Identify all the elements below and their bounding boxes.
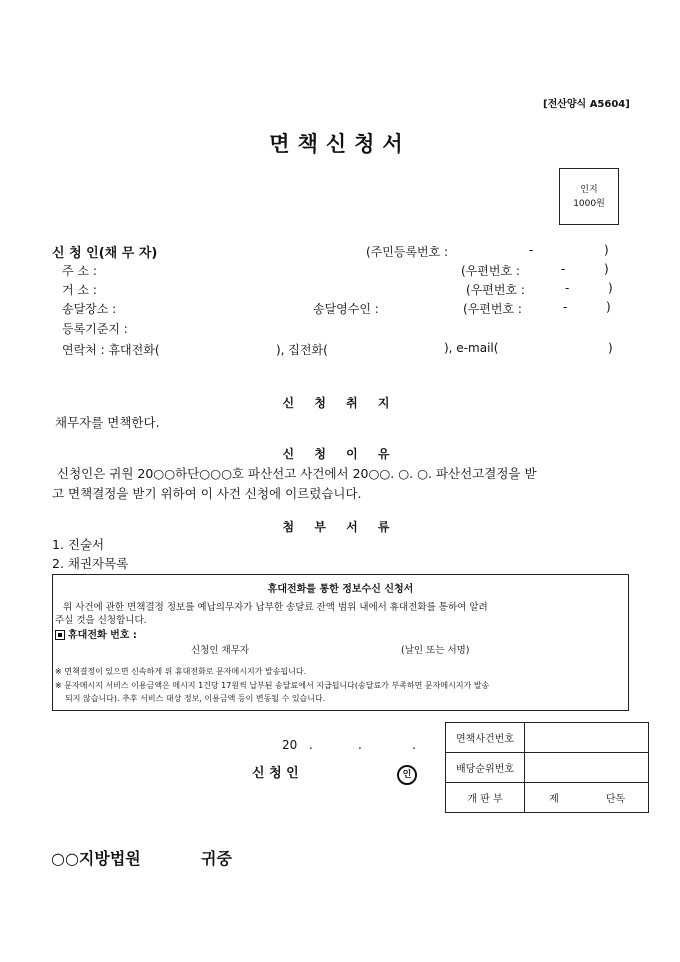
email-close: ) xyxy=(608,341,613,355)
delivery-postal-label: (우편번호 : xyxy=(463,302,522,316)
date-separator: . xyxy=(412,738,416,752)
seal-icon: 인 xyxy=(397,765,417,785)
table-row xyxy=(446,723,649,753)
sms-applicant-line: 신청인 채무자 xyxy=(191,645,250,656)
residence-postal-label: (우편번호 : xyxy=(466,283,525,297)
purpose-text: 채무자를 면책한다. xyxy=(55,415,160,430)
resident-number-label: (주민등록번호 : xyxy=(366,245,449,259)
court-name: ○○지방법원 xyxy=(51,849,141,868)
case-number-value xyxy=(525,723,649,753)
delivery-postal-close: ) xyxy=(606,300,611,314)
attachment-item: 2. 채권자목록 xyxy=(52,556,129,571)
division-suffix: 단독 xyxy=(583,783,649,813)
reason-text-line2: 고 면책결정을 받기 위하여 이 사건 신청에 이르렀습니다. xyxy=(52,486,362,501)
stamp-label: 인지 xyxy=(580,184,598,195)
sms-note-3: 되지 않습니다). 추후 서비스 대상 정보, 이용금액 등이 변동될 수 있습니다. xyxy=(65,694,326,703)
sms-note-1: ※ 면책결정이 있으면 신속하게 위 휴대전화로 문자메시지가 발송됩니다. xyxy=(55,667,307,676)
delivery-recipient-label: 송달영수인 : xyxy=(313,302,379,316)
court-division-label: 개 판 부 xyxy=(446,783,525,813)
sms-notice-text-line2: 주실 것을 신청합니다. xyxy=(55,615,147,626)
sms-notice-box xyxy=(52,574,629,711)
resident-number-close: ) xyxy=(604,243,609,257)
residence-postal-dash: - xyxy=(565,281,570,295)
date-separator: . xyxy=(309,738,313,752)
registered-domicile-label: 등록기준지 : xyxy=(62,322,128,336)
sms-note-2: ※ 문자메시지 서비스 이용금액은 메시지 1건당 17원씩 납부된 송달료에서 지급됩니다(송달료가 부족하면 문자메시지가 발송 xyxy=(55,681,490,690)
attachment-item: 1. 진술서 xyxy=(52,537,105,552)
page-title: 면책신청서 xyxy=(269,132,411,156)
distribution-number-value xyxy=(525,753,649,783)
resident-number-dash: - xyxy=(529,243,534,257)
delivery-postal-dash: - xyxy=(563,300,568,314)
address-label: 주 소 : xyxy=(62,264,97,278)
form-code: [전산양식 A5604] xyxy=(543,99,630,110)
table-row xyxy=(446,783,649,813)
address-postal-dash: - xyxy=(561,262,566,276)
sms-notice-title: 휴대전화를 통한 정보수신 신청서 xyxy=(267,584,414,595)
mobile-number-field-label: 휴대전화 번호 : xyxy=(55,626,137,641)
attachments-heading: 첨 부 서 류 xyxy=(282,520,398,534)
office-use-table xyxy=(445,722,649,813)
residence-label: 거 소 : xyxy=(62,283,97,297)
residence-postal-close: ) xyxy=(608,281,613,295)
division-prefix: 제 xyxy=(525,783,584,813)
email-label: ), e-mail( xyxy=(444,341,499,355)
reason-heading: 신 청 이 유 xyxy=(282,447,398,461)
distribution-number-label: 배당순위번호 xyxy=(446,753,525,783)
address-postal-close: ) xyxy=(604,262,609,276)
date-year: 20 xyxy=(282,738,298,752)
date-separator: . xyxy=(358,738,362,752)
delivery-place-label: 송달장소 : xyxy=(62,302,117,316)
revenue-stamp-box xyxy=(559,168,619,225)
reason-text-line1: 신청인은 귀원 20○○하단○○○호 파산선고 사건에서 20○○. ○. ○. 파산선고결정을 받 xyxy=(57,466,537,481)
mobile-phone-label: 연락처 : 휴대전화( xyxy=(62,343,160,357)
court-suffix: 귀중 xyxy=(201,849,232,868)
applicant-heading: 신 청 인(채 무 자) xyxy=(52,246,158,261)
seal-or-signature-label: (날인 또는 서명) xyxy=(401,645,470,656)
case-number-label: 면책사건번호 xyxy=(446,723,525,753)
sms-notice-text-line1: 위 사건에 관한 면책결정 정보를 예납의무자가 납부한 송달료 잔액 범위 내에서 휴대전화를 통하여 알려 xyxy=(63,602,488,613)
address-postal-label: (우편번호 : xyxy=(461,264,520,278)
signature-label: 신 청 인 xyxy=(252,766,299,781)
table-row xyxy=(446,753,649,783)
stamp-amount: 1000원 xyxy=(573,198,605,209)
checkbox-icon xyxy=(55,630,65,640)
purpose-heading: 신 청 취 지 xyxy=(282,396,398,410)
seal-mark xyxy=(397,762,417,785)
home-phone-label: ), 집전화( xyxy=(276,343,328,357)
